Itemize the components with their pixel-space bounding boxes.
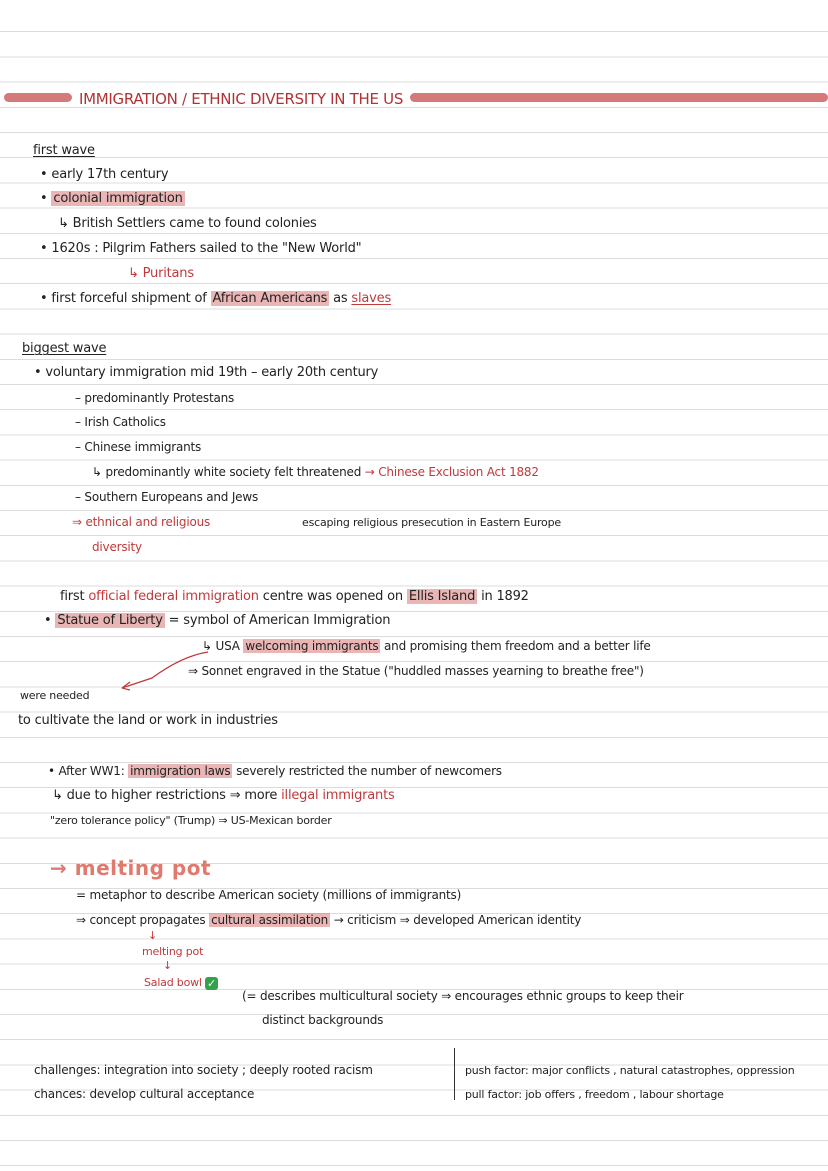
checkmark-icon: ✓	[207, 976, 217, 990]
biggest-wave-line-7c: escaping religious presecution in Eastern Europe	[302, 516, 561, 529]
ellis-line-5: were needed	[20, 689, 90, 702]
melting-pot-line-4: Salad bowl ✓	[144, 976, 217, 990]
challenges-line: challenges: integration into society ; deeply rooted racism	[34, 1063, 373, 1077]
biggest-wave-line-1: • voluntary immigration mid 19th – early 20th century	[34, 365, 379, 380]
melting-pot-heading: → melting pot	[50, 856, 212, 880]
ww1-line-1: • After WW1: immigration laws severely restricted the number of newcomers	[48, 764, 502, 778]
melting-pot-line-3: melting pot	[142, 945, 204, 958]
ellis-line-6: to cultivate the land or work in industries	[18, 713, 278, 728]
ww1-line-2: ↳ due to higher restrictions ⇒ more illegal immigrants	[52, 788, 395, 803]
first-wave-line-2: • colonial immigration	[40, 191, 183, 206]
page-title: IMMIGRATION / ETHNIC DIVERSITY IN THE US	[79, 90, 404, 108]
ellis-line-2: • Statue of Liberty = symbol of American Immigration	[44, 613, 391, 628]
first-wave-line-5: ↳ Puritans	[128, 266, 194, 281]
curved-arrow-icon	[112, 650, 212, 692]
first-wave-line-3: ↳ British Settlers came to found colonies	[58, 216, 317, 231]
melting-pot-line-6: distinct backgrounds	[262, 1013, 384, 1027]
ellis-line-4: ⇒ Sonnet engraved in the Statue ("huddled masses yearning to breathe free")	[188, 664, 644, 678]
ellis-line-3: ↳ USA welcoming immigrants and promising them freedom and a better life	[202, 639, 651, 653]
melting-pot-line-1: = metaphor to describe American society (millions of immigrants)	[76, 888, 462, 902]
first-wave-line-4: • 1620s : Pilgrim Fathers sailed to the "New World"	[40, 241, 362, 256]
ellis-line-1: first official federal immigration centre was opened on Ellis Island in 1892	[60, 589, 529, 604]
biggest-wave-line-7b: diversity	[92, 540, 142, 554]
biggest-wave-line-6: – Southern Europeans and Jews	[75, 490, 259, 504]
push-factor-line: push factor: major conflicts , natural catastrophes, oppression	[465, 1064, 795, 1077]
divider	[454, 1048, 455, 1100]
melting-pot-line-5: (= describes multicultural society ⇒ encourages ethnic groups to keep their	[242, 989, 684, 1003]
pull-factor-line: pull factor: job offers , freedom , labour shortage	[465, 1088, 724, 1101]
biggest-wave-heading: biggest wave	[22, 341, 107, 356]
first-wave-heading: first wave	[33, 143, 95, 158]
arrow-down-icon: ↓	[148, 929, 158, 942]
chances-line: chances: develop cultural acceptance	[34, 1087, 255, 1101]
biggest-wave-line-2: – predominantly Protestans	[75, 391, 235, 405]
biggest-wave-line-7: ⇒ ethnical and religious	[72, 515, 211, 529]
melting-pot-line-2: ⇒ concept propagates cultural assimilation → criticism ⇒ developed American identity	[76, 913, 582, 927]
ww1-line-3: "zero tolerance policy" (Trump) ⇒ US-Mexican border	[50, 814, 332, 827]
arrow-down-icon-2: ↓	[163, 959, 173, 972]
first-wave-line-6: • first forceful shipment of African Americans as slaves	[40, 291, 392, 306]
title-bar-right	[410, 93, 828, 102]
first-wave-line-1: • early 17th century	[40, 167, 169, 182]
biggest-wave-line-4: – Chinese immigrants	[75, 440, 202, 454]
title-bar-left	[4, 93, 72, 102]
biggest-wave-line-3: – Irish Catholics	[75, 415, 166, 429]
biggest-wave-line-5: ↳ predominantly white society felt threatened → Chinese Exclusion Act 1882	[92, 465, 539, 479]
